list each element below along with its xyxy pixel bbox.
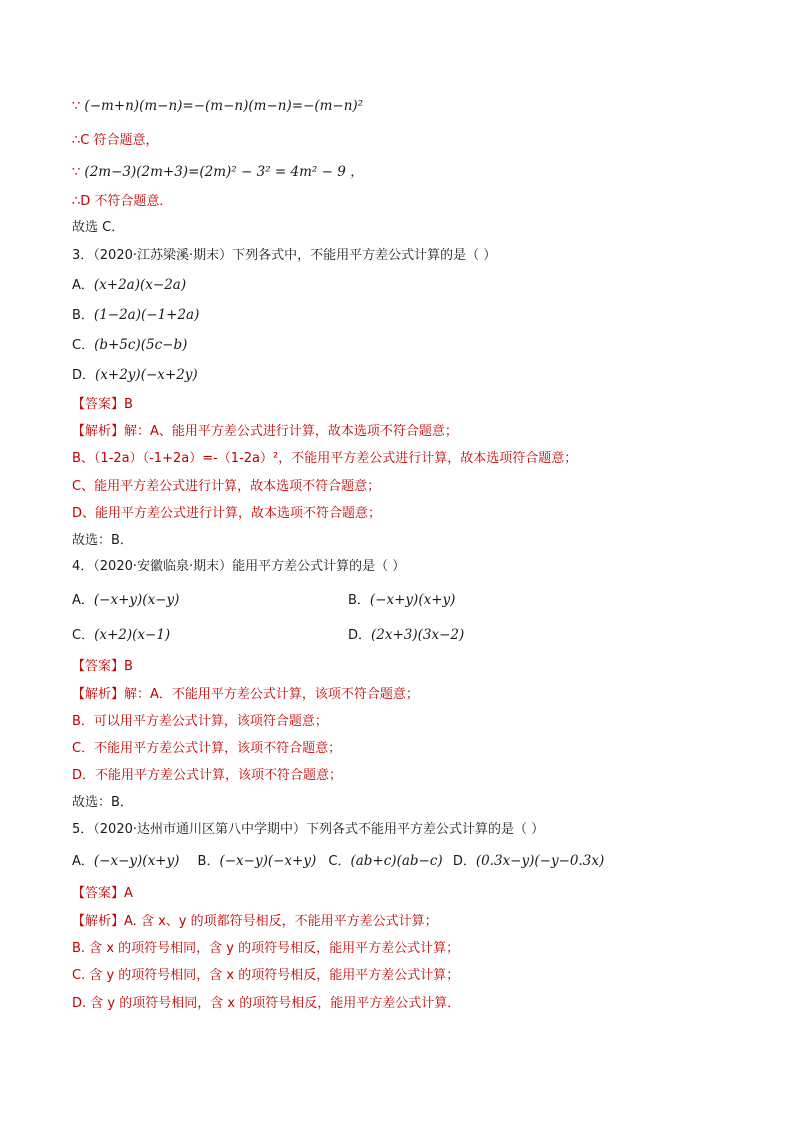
prev-line-3-math: (2m−3)(2m+3)=(2m)² − 3² = 4m² − 9 ，: [84, 164, 364, 180]
q5-options: [72, 852, 604, 871]
q5-analysis-2: B. 含 x 的项符号相同，含 y 的项符号相反，能用平方差公式计算；: [72, 941, 460, 956]
q3-analysis-3: C、能用平方差公式进行计算，故本选项不符合题意；: [72, 479, 381, 494]
q3-conclusion: 故选：B．: [72, 533, 133, 548]
q5-answer: 【答案】A: [72, 886, 133, 901]
q4-analysis-2: B．可以用平方差公式计算，该项符合题意；: [72, 714, 328, 729]
q4-analysis-4: D．不能用平方差公式计算，该项不符合题意；: [72, 768, 343, 783]
q4-option-a: A．(−x+y)(x−y): [72, 592, 180, 608]
because-symbol: ∵: [72, 99, 81, 114]
q5-option-d: D．(0.3x−y)(−y−0.3x): [452, 853, 605, 869]
q4-option-b: B．(−x+y)(x+y): [348, 592, 456, 608]
q3-option-a: A．(x+2a)(x−2a): [72, 277, 187, 293]
q5-option-b: B．(−x−y)(−x+y): [197, 853, 317, 869]
prev-line-4: ∴D 不符合题意．: [72, 194, 173, 209]
q4-conclusion: 故选：B．: [72, 795, 133, 810]
q4-option-row-1: [72, 591, 456, 610]
q4-analysis-3: C．不能用平方差公式计算，该项不符合题意；: [72, 741, 342, 756]
q5-analysis-1: 【解析】A. 含 x、y 的项都符号相反，不能用平方差公式计算；: [72, 914, 438, 929]
because-symbol: ∵: [72, 165, 81, 180]
q4-option-row-2: [72, 626, 465, 645]
prev-line-2: ∴C 符合题意，: [72, 133, 159, 148]
q5-analysis-3: C. 含 y 的项符号相同，含 x 的项符号相反，能用平方差公式计算；: [72, 968, 460, 983]
prev-line-3: [72, 163, 364, 182]
prev-line-5: 故选 C．: [72, 220, 125, 235]
q5-analysis-4: D. 含 y 的项符号相同，含 x 的项符号相反，能用平方差公式计算．: [72, 996, 461, 1011]
q4-option-d: D．(2x+3)(3x−2): [348, 627, 465, 643]
q5-option-a: A．(−x−y)(x+y): [72, 853, 180, 869]
q3-option-b: B．(1−2a)(−1+2a): [72, 307, 200, 323]
q3-option-c: C．(b+5c)(5c−b): [72, 337, 188, 353]
q4-option-c: C．(x+2)(x−1): [72, 627, 171, 643]
q4-analysis-1: 【解析】解：A．不能用平方差公式计算，该项不符合题意；: [72, 687, 419, 702]
q4-answer: 【答案】B: [72, 659, 133, 674]
q3-analysis-2: B、（1-2a）（-1+2a）=-（1-2a）²，不能用平方差公式进行计算，故本选项符合题意；: [72, 451, 578, 466]
q3-analysis-4: D、能用平方差公式进行计算，故本选项不符合题意；: [72, 506, 382, 521]
q3-analysis-1: 【解析】解：A、能用平方差公式进行计算，故本选项不符合题意；: [72, 424, 458, 439]
q5-option-c: C．(ab+c)(ab−c): [328, 853, 443, 869]
q3-stem: 3．（2020·江苏梁溪·期末）下列各式中，不能用平方差公式计算的是（ ）: [72, 248, 497, 263]
q4-stem: 4．（2020·安徽临泉·期末）能用平方差公式计算的是（ ）: [72, 559, 406, 574]
prev-line-1-math: (−m+n)(m−n)=−(m−n)(m−n)=−(m−n)²: [84, 98, 364, 114]
q5-stem: 5．（2020·达州市通川区第八中学期中）下列各式不能用平方差公式计算的是（ ）: [72, 822, 545, 837]
q3-answer: 【答案】B: [72, 397, 133, 412]
q3-option-d: D．(x+2y)(−x+2y): [72, 367, 198, 383]
prev-line-1: [72, 97, 363, 116]
